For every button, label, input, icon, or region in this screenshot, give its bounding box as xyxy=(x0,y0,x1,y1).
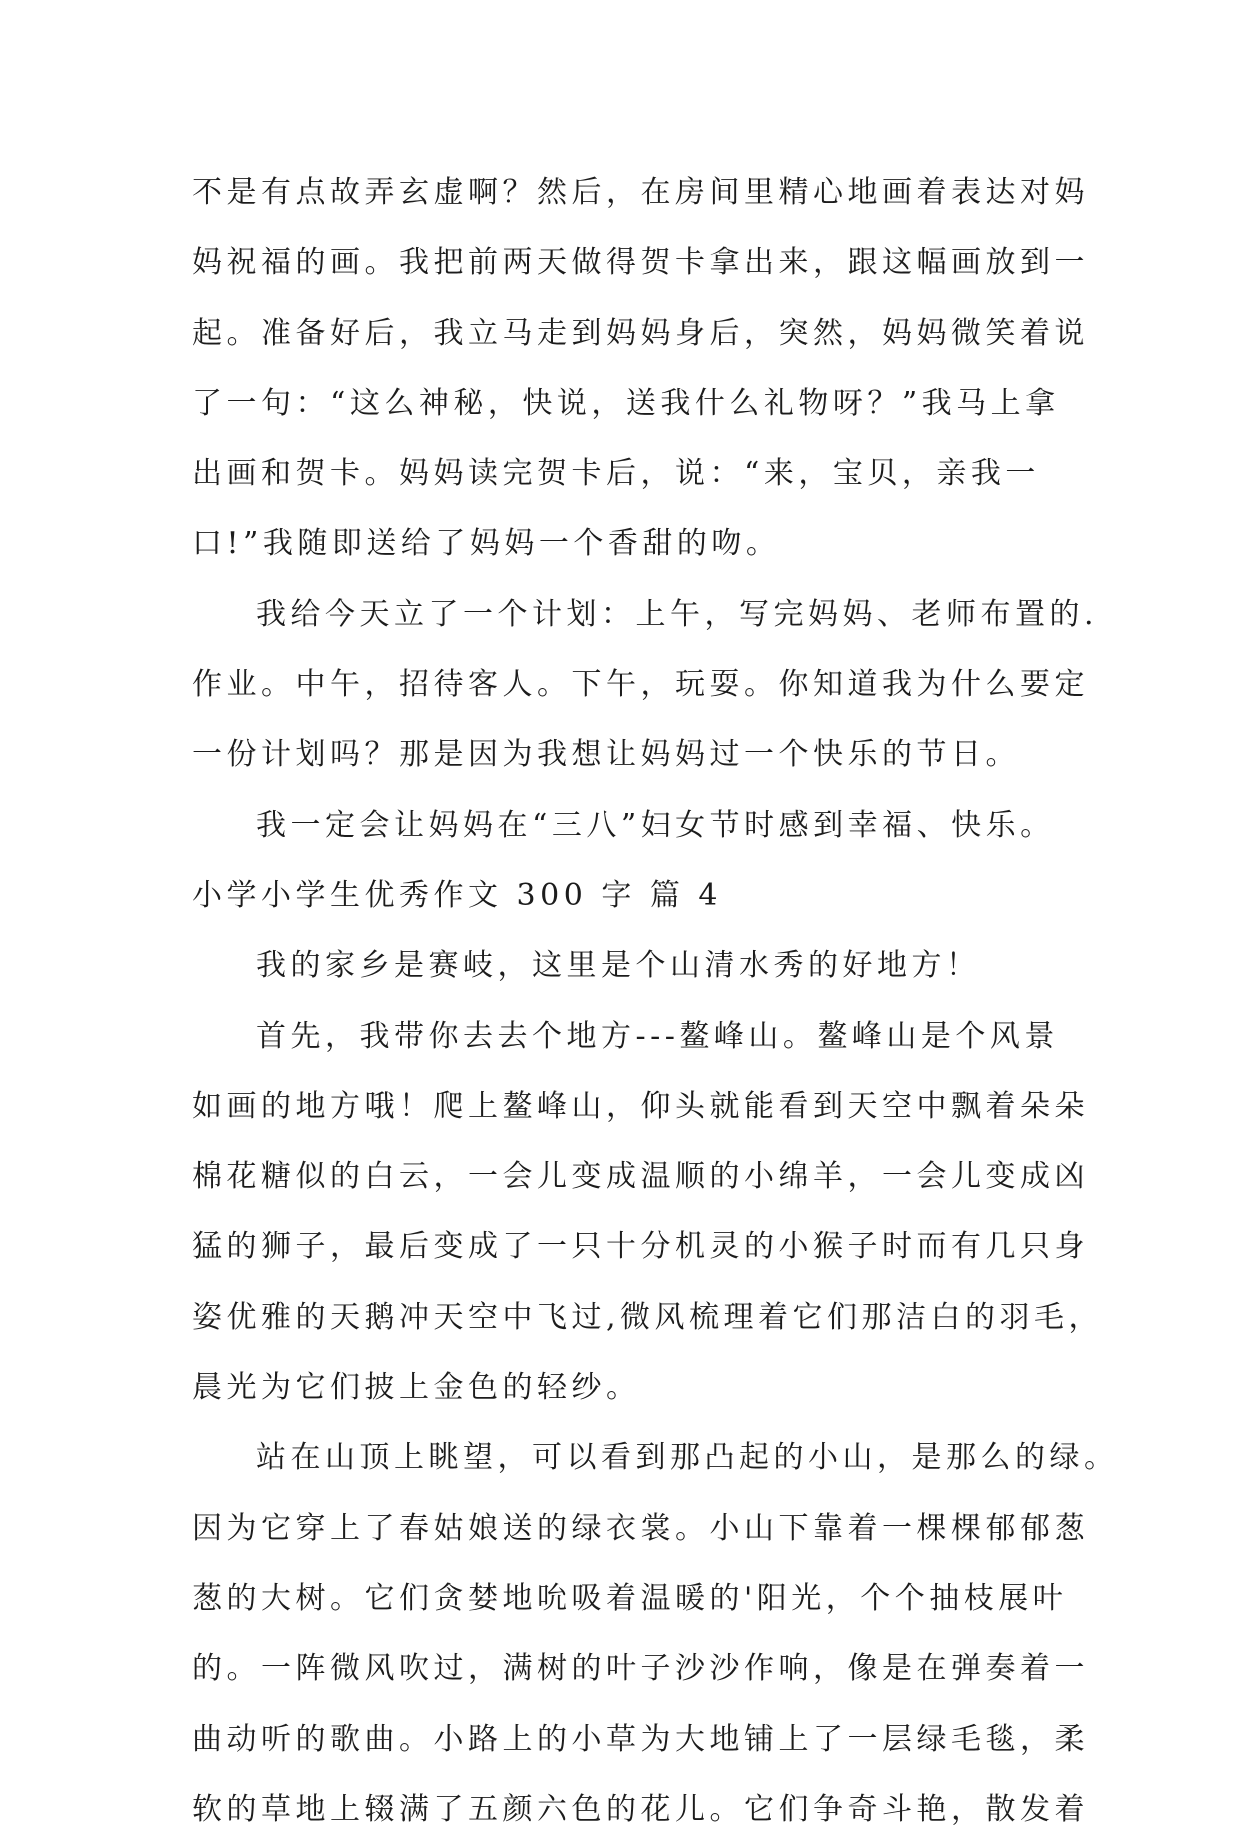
text-line: 首先，我带你去去个地方---鳌峰山。鳌峰山是个风景 xyxy=(256,1018,1059,1054)
text-line: 站在山顶上眺望，可以看到那凸起的小山，是那么的绿。 xyxy=(256,1440,1119,1476)
essay-text xyxy=(192,158,1119,1845)
text-line: 姿优雅的天鹅冲天空中飞过,微风梳理着它们那洁白的羽毛， xyxy=(192,1299,1104,1335)
text-line: 妈祝福的画。我把前两天做得贺卡拿出来，跟这幅画放到一 xyxy=(192,245,1089,281)
text-line: 口!”我随即送给了妈妈一个香甜的吻。 xyxy=(192,526,781,562)
text-line: 的。一阵微风吹过，满树的叶子沙沙作响，像是在弹奏着一 xyxy=(192,1651,1089,1687)
text-line: 我一定会让妈妈在“三八”妇女节时感到幸福、快乐。 xyxy=(256,807,1055,843)
text-line: 一份计划吗？那是因为我想让妈妈过一个快乐的节日。 xyxy=(192,737,1020,773)
text-line: 出画和贺卡。妈妈读完贺卡后，说：“来，宝贝，亲我一 xyxy=(192,456,1040,492)
text-line: 作业。中午，招待客人。下午，玩耍。你知道我为什么要定 xyxy=(192,667,1089,703)
text-line: 因为它穿上了春姑娘送的绿衣裳。小山下靠着一棵棵郁郁葱 xyxy=(192,1510,1089,1546)
text-line: 曲动听的歌曲。小路上的小草为大地铺上了一层绿毛毯，柔 xyxy=(192,1721,1089,1757)
text-line: 软的草地上辍满了五颜六色的花儿。它们争奇斗艳，散发着 xyxy=(192,1791,1089,1827)
text-line: 葱的大树。它们贪婪地吮吸着温暖的'阳光，个个抽枝展叶 xyxy=(192,1580,1068,1616)
text-line: 我的家乡是赛岐，这里是个山清水秀的好地方！ xyxy=(256,948,981,984)
text-line: 我给今天立了一个计划：上午，写完妈妈、老师布置的. xyxy=(256,596,1099,632)
text-line: 棉花糖似的白云，一会儿变成温顺的小绵羊，一会儿变成凶 xyxy=(192,1159,1089,1195)
text-line: 如画的地方哦！爬上鳌峰山，仰头就能看到天空中飘着朵朵 xyxy=(192,1088,1089,1124)
section-heading: 小学小学生优秀作文 300 字 篇 4 xyxy=(192,877,722,913)
text-line: 了一句：“这么神秘，快说，送我什么礼物呀？”我马上拿 xyxy=(192,385,1060,421)
text-line: 起。准备好后，我立马走到妈妈身后，突然，妈妈微笑着说 xyxy=(192,315,1089,351)
text-line: 晨光为它们披上金色的轻纱。 xyxy=(192,1370,641,1406)
text-line: 猛的狮子，最后变成了一只十分机灵的小猴子时而有几只身 xyxy=(192,1229,1089,1265)
text-line: 不是有点故弄玄虚啊？然后，在房间里精心地画着表达对妈 xyxy=(192,175,1089,210)
